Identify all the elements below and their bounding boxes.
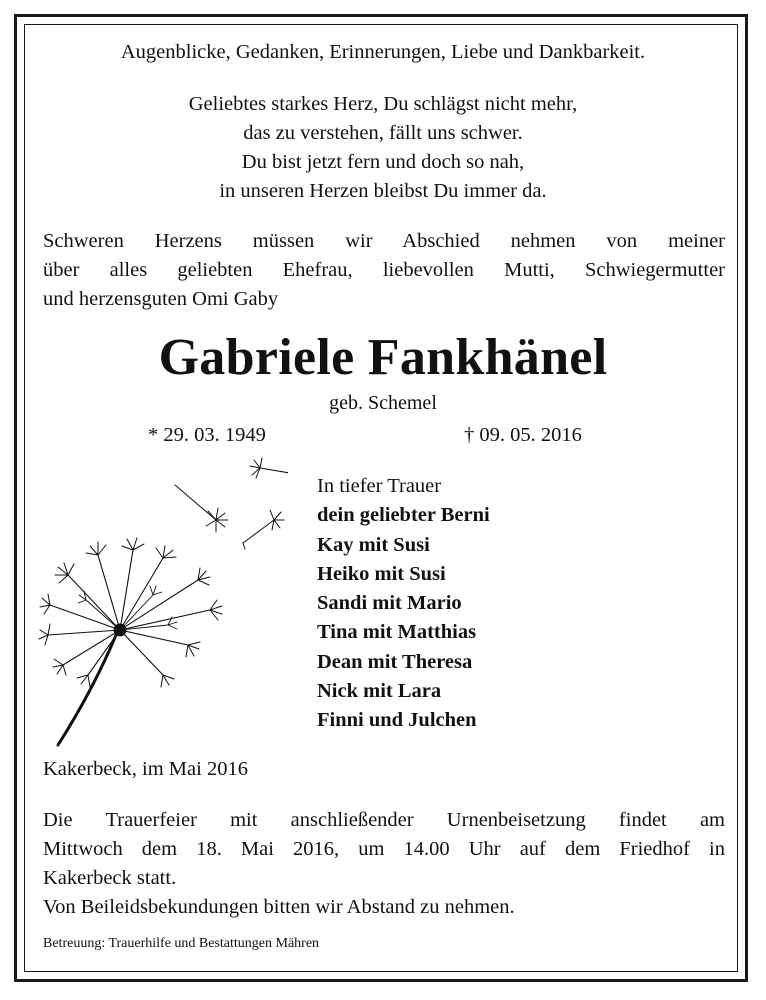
headline: Augenblicke, Gedanken, Erinnerungen, Liebe und Dankbarkeit. bbox=[120, 41, 646, 63]
funeral-line: Von Beileidsbekundungen bitten wir Abstand zu nehmen. bbox=[43, 896, 515, 918]
mourner-family: Dean mit Theresa bbox=[317, 650, 473, 673]
funeral-line: Mittwoch dem 18. Mai 2016, um 14.00 Uhr auf dem Friedhof in bbox=[43, 838, 725, 860]
poem-line: in unseren Herzen bleibst Du immer da. bbox=[219, 180, 547, 202]
place-date: Kakerbeck, im Mai 2016 bbox=[43, 758, 248, 780]
mourners-list bbox=[317, 472, 490, 736]
intro-text bbox=[43, 227, 725, 314]
death-date: † 09. 05. 2016 bbox=[464, 424, 582, 446]
poem-line: das zu verstehen, fällt uns schwer. bbox=[243, 122, 523, 144]
birth-name: geb. Schemel bbox=[329, 392, 437, 414]
mourner-family: Kay mit Susi bbox=[317, 533, 430, 556]
funeral-line: Die Trauerfeier mit anschließender Urnenbeisetzung findet am bbox=[43, 809, 725, 831]
intro-line: Schweren Herzens müssen wir Abschied nehmen von meiner bbox=[43, 230, 725, 252]
poem bbox=[0, 90, 766, 206]
mourner-family: Nick mit Lara bbox=[317, 680, 442, 703]
mourner-family: Sandi mit Mario bbox=[317, 592, 462, 615]
funeral-line: Kakerbeck statt. bbox=[43, 867, 177, 889]
mourner-family: dein geliebter Berni bbox=[317, 504, 490, 527]
mourner-family: Tina mit Matthias bbox=[317, 621, 477, 644]
dandelion-illustration bbox=[38, 450, 288, 750]
funeral-info bbox=[43, 806, 725, 922]
intro-line: und herzensguten Omi Gaby bbox=[43, 288, 279, 310]
deceased-name: Gabriele Fankhänel bbox=[158, 329, 608, 386]
mourner-family: Finni und Julchen bbox=[317, 709, 477, 732]
mourners-intro: In tiefer Trauer bbox=[317, 475, 442, 497]
birth-date: * 29. 03. 1949 bbox=[148, 424, 266, 446]
intro-line: über alles geliebten Ehefrau, liebevollen Mutti, Schwiegermutter bbox=[43, 259, 725, 281]
poem-line: Du bist jetzt fern und doch so nah, bbox=[241, 151, 525, 173]
funeral-home-credit: Betreuung: Trauerhilfe und Bestattungen Mähren bbox=[43, 936, 320, 951]
poem-line: Geliebtes starkes Herz, Du schlägst nicht mehr, bbox=[188, 93, 578, 115]
mourner-family: Heiko mit Susi bbox=[317, 562, 446, 585]
